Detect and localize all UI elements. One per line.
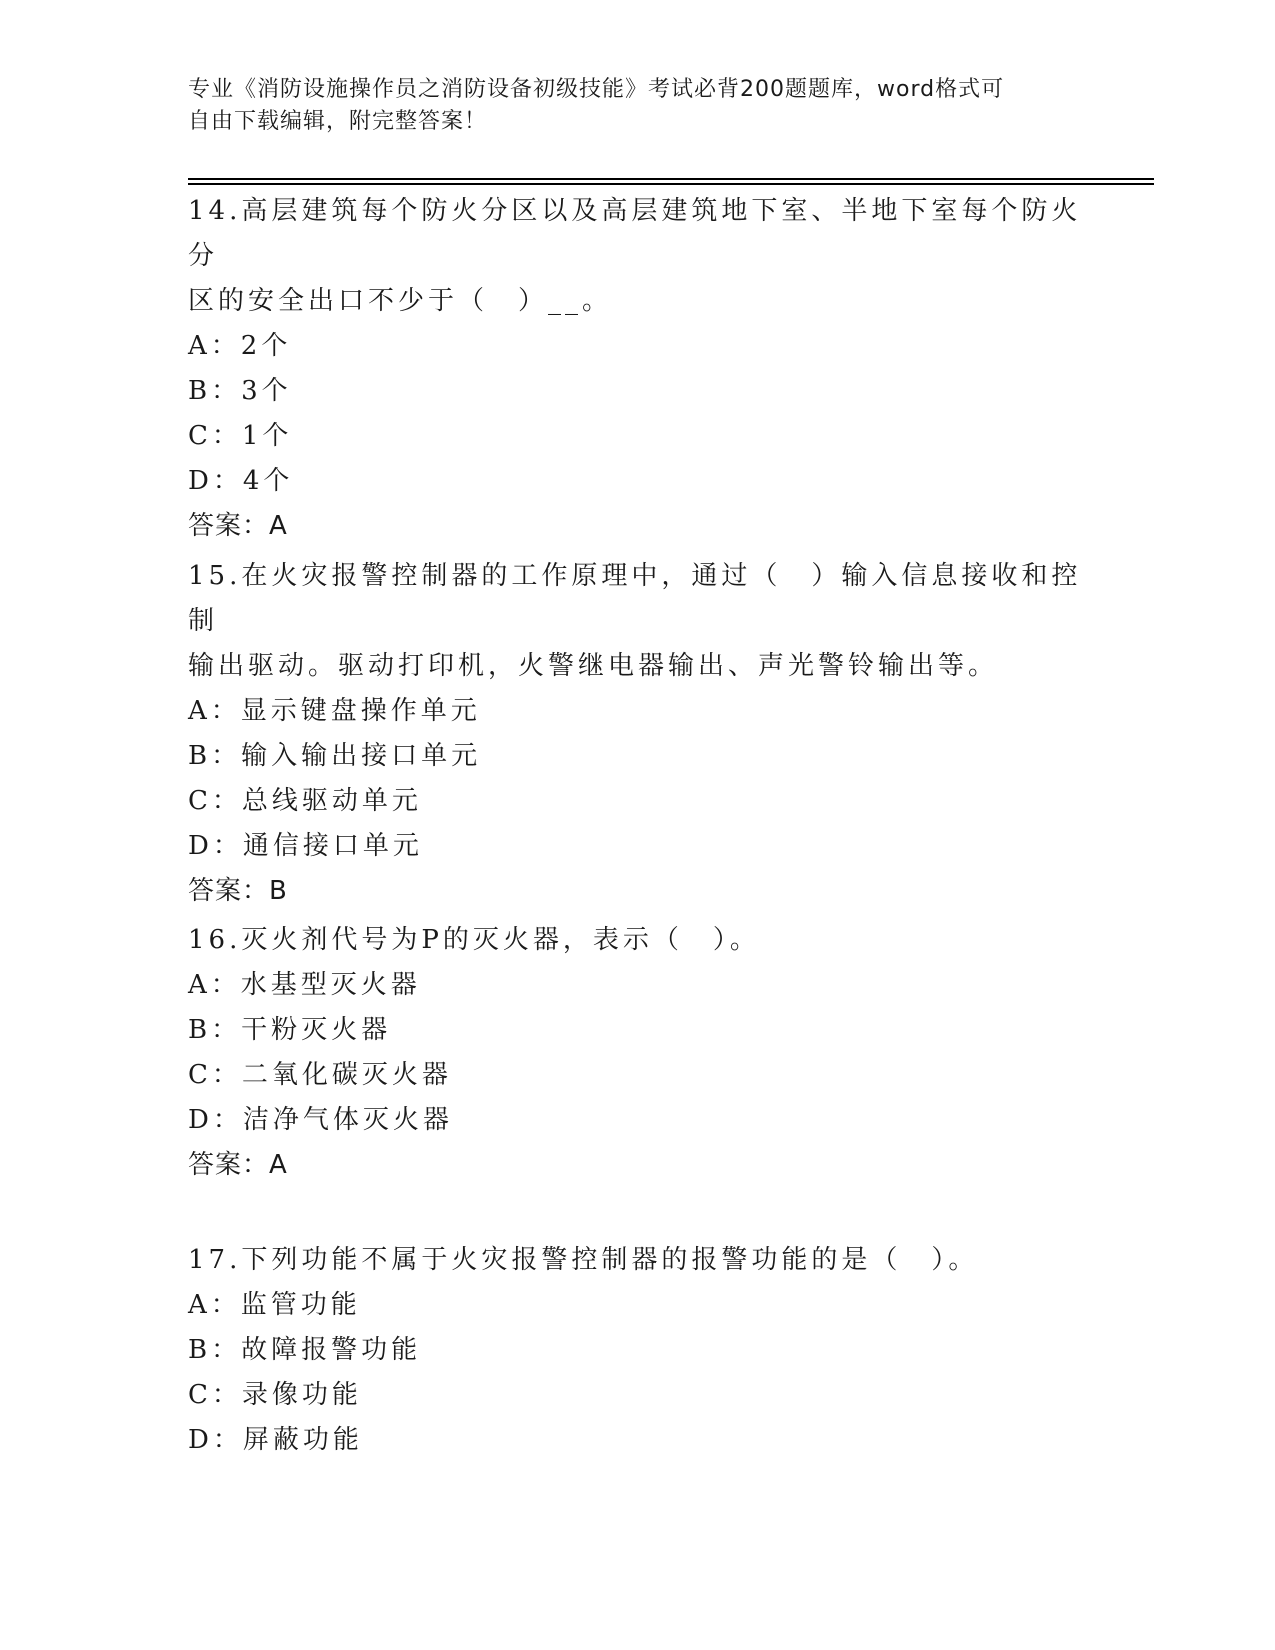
- option-b: B：故障报警功能: [188, 1335, 422, 1365]
- question-stem-line: 14.高层建筑每个防火分区以及高层建筑地下室、半地下室每个防火分: [188, 196, 1082, 271]
- header-line-2: 自由下载编辑，附完整答案！: [188, 109, 488, 134]
- header-line-1: 专业《消防设施操作员之消防设备初级技能》考试必背200题题库，word格式可: [188, 77, 1005, 102]
- answer: 答案：A: [188, 511, 288, 541]
- option-c: C：总线驱动单元: [188, 786, 422, 816]
- question-15: [188, 554, 1088, 914]
- answer: 答案：B: [188, 876, 288, 906]
- question-stem-line: 输出驱动。驱动打印机，火警继电器输出、声光警铃输出等。: [188, 651, 999, 681]
- question-16: [188, 918, 1088, 1188]
- document-header: [188, 74, 1088, 138]
- option-c: C：1个: [188, 421, 293, 451]
- option-b: B：3个: [188, 376, 292, 406]
- option-d: D：4个: [188, 466, 294, 496]
- question-17: [188, 1238, 1088, 1463]
- question-stem-line: 16.灭火剂代号为P的灭火器，表示（ ）。: [188, 925, 760, 955]
- option-a: A：监管功能: [188, 1290, 361, 1320]
- option-a: A：水基型灭火器: [188, 970, 421, 1000]
- option-d: D：屏蔽功能: [188, 1425, 363, 1455]
- option-c: C：二氧化碳灭火器: [188, 1060, 452, 1090]
- option-d: D：通信接口单元: [188, 831, 423, 861]
- option-b: B：干粉灭火器: [188, 1015, 392, 1045]
- question-stem-line: 17.下列功能不属于火灾报警控制器的报警功能的是（ ）。: [188, 1245, 979, 1275]
- question-14: [188, 189, 1088, 549]
- header-divider-top: [188, 178, 1154, 180]
- header-divider-bottom: [188, 183, 1154, 185]
- answer: 答案：A: [188, 1150, 288, 1180]
- question-stem-line: 区的安全出口不少于（ ）__。: [188, 286, 613, 316]
- option-a: A：显示键盘操作单元: [188, 696, 481, 726]
- question-stem-line: 15.在火灾报警控制器的工作原理中，通过（ ）输入信息接收和控制: [188, 561, 1082, 636]
- option-a: A：2个: [188, 331, 292, 361]
- option-c: C：录像功能: [188, 1380, 362, 1410]
- option-d: D：洁净气体灭火器: [188, 1105, 453, 1135]
- option-b: B：输入输出接口单元: [188, 741, 482, 771]
